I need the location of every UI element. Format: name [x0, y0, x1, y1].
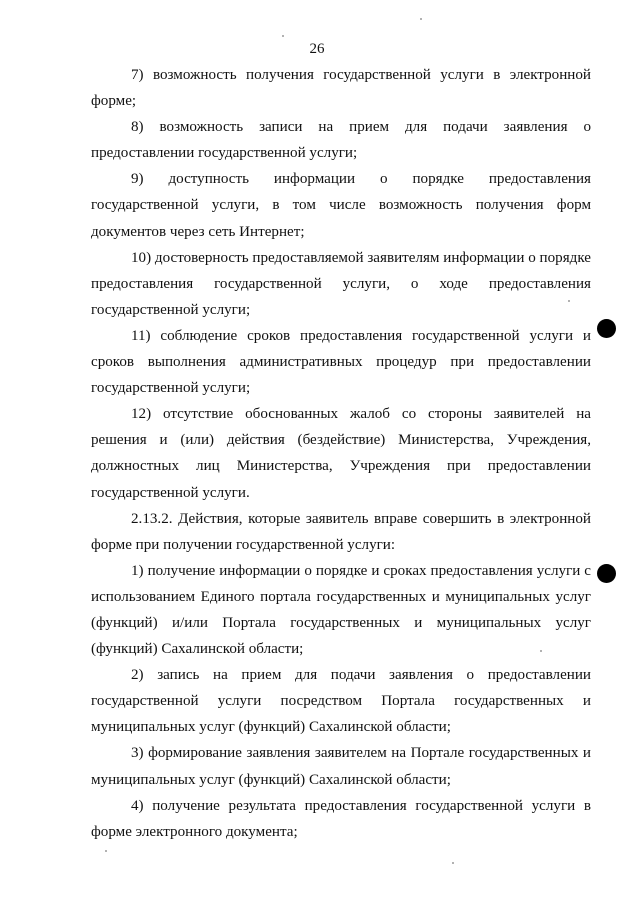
scan-speck [568, 300, 570, 302]
paragraph-item-11: 11) соблюдение сроков предоставления государственной услуги и сроков выполнения административных процедур при предоставлении государственной услуги; [91, 327, 591, 397]
punch-hole-mark-lower [597, 564, 616, 583]
scan-speck [282, 35, 284, 37]
paragraph-item-8: 8) возможность записи на прием для подачи заявления о предоставлении государственной услуги; [91, 119, 591, 162]
body-text [91, 62, 591, 845]
paragraph-action-2: 2) запись на прием для подачи заявления о предоставлении государственной услуги посредством Портала государственных и муниципальных услуг (функций) Сахалинской области; [91, 667, 591, 736]
page-number: 26 [309, 41, 325, 57]
paragraph-item-12: 12) отсутствие обоснованных жалоб со стороны заявителей на решения и (или) действия (бездействие) Министерства, Учреждения, должностных лиц Министерства, Учреждения при предоставлении государственной услуги. [91, 406, 591, 501]
paragraph-section-2-13-2: 2.13.2. Действия, которые заявитель вправе совершить в электронной форме при получении государственной услуги: [91, 510, 591, 553]
scan-speck [540, 650, 542, 652]
paragraph-item-10: 10) достоверность предоставляемой заявителям информации о порядке предоставления государственной услуги, о ходе предоставления государственной услуги; [91, 249, 591, 318]
paragraph-action-4: 4) получение результата предоставления государственной услуги в форме электронного документа; [91, 797, 591, 840]
paragraph-item-9: 9) доступность информации о порядке предоставления государственной услуги, в том числе возможность получения форм документов через сеть Интернет; [91, 171, 591, 240]
punch-hole-mark-upper [597, 319, 616, 338]
paragraph-action-3: 3) формирование заявления заявителем на Портале государственных и муниципальных услуг (функций) Сахалинской области; [91, 745, 591, 788]
paragraph-action-1: 1) получение информации о порядке и сроках предоставления услуги с использованием Единого портала государственных и муниципальных услуг (функций) и/или Портала государственных и муниципальных услуг (функций) Сахалинской области; [91, 562, 591, 658]
paragraph-item-7: 7) возможность получения государственной услуги в электронной форме; [91, 67, 591, 110]
scan-speck [452, 862, 454, 864]
scan-speck [420, 18, 422, 20]
scan-speck [105, 850, 107, 852]
